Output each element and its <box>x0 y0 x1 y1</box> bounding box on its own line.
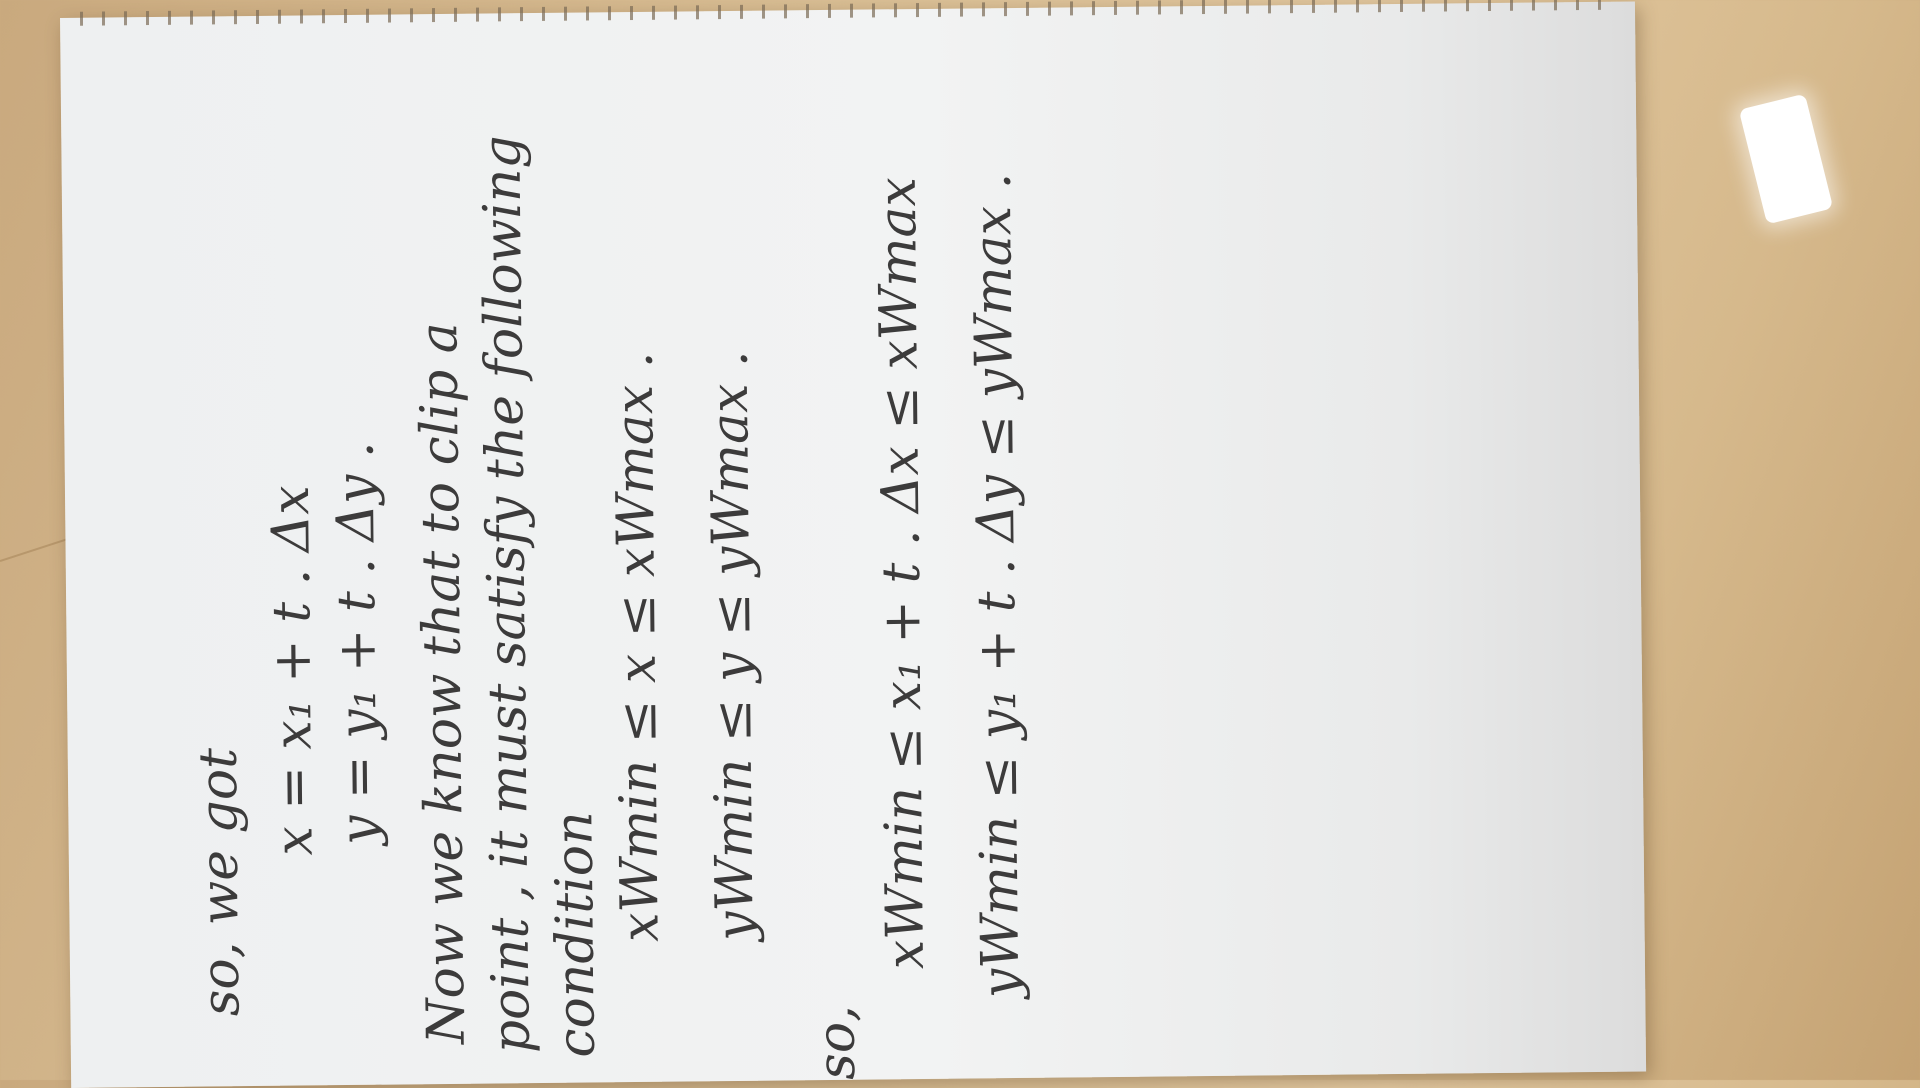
handwritten-equation-y: y = y₁ + t . Δy . <box>325 441 390 846</box>
handwritten-combined-y: yWmin ≤ y₁ + t . Δy ≤ yWmax . <box>962 172 1032 999</box>
light-reflection <box>1739 94 1834 225</box>
handwritten-line-now-we-know: Now we know that to clip a <box>409 321 477 1045</box>
handwritten-equation-x: x = x₁ + t . Δx <box>260 485 325 856</box>
handwritten-line-so: so, <box>806 1005 868 1081</box>
handwritten-line-point-must-satisfy: point , it must satisfy the following <box>472 135 542 1054</box>
handwritten-line-condition: condition <box>544 811 607 1058</box>
notebook-page <box>60 2 1646 1088</box>
handwritten-combined-x: xWmin ≤ x₁ + t . Δx ≤ xWmax <box>867 176 937 970</box>
handwritten-inequality-y: yWmin ≤ y ≤ yWmax . <box>699 350 766 942</box>
handwritten-inequality-x: xWmin ≤ x ≤ xWmax . <box>604 351 671 943</box>
handwritten-line-so-we-got: so, we got <box>188 747 252 1017</box>
spiral-binding <box>80 0 1610 26</box>
